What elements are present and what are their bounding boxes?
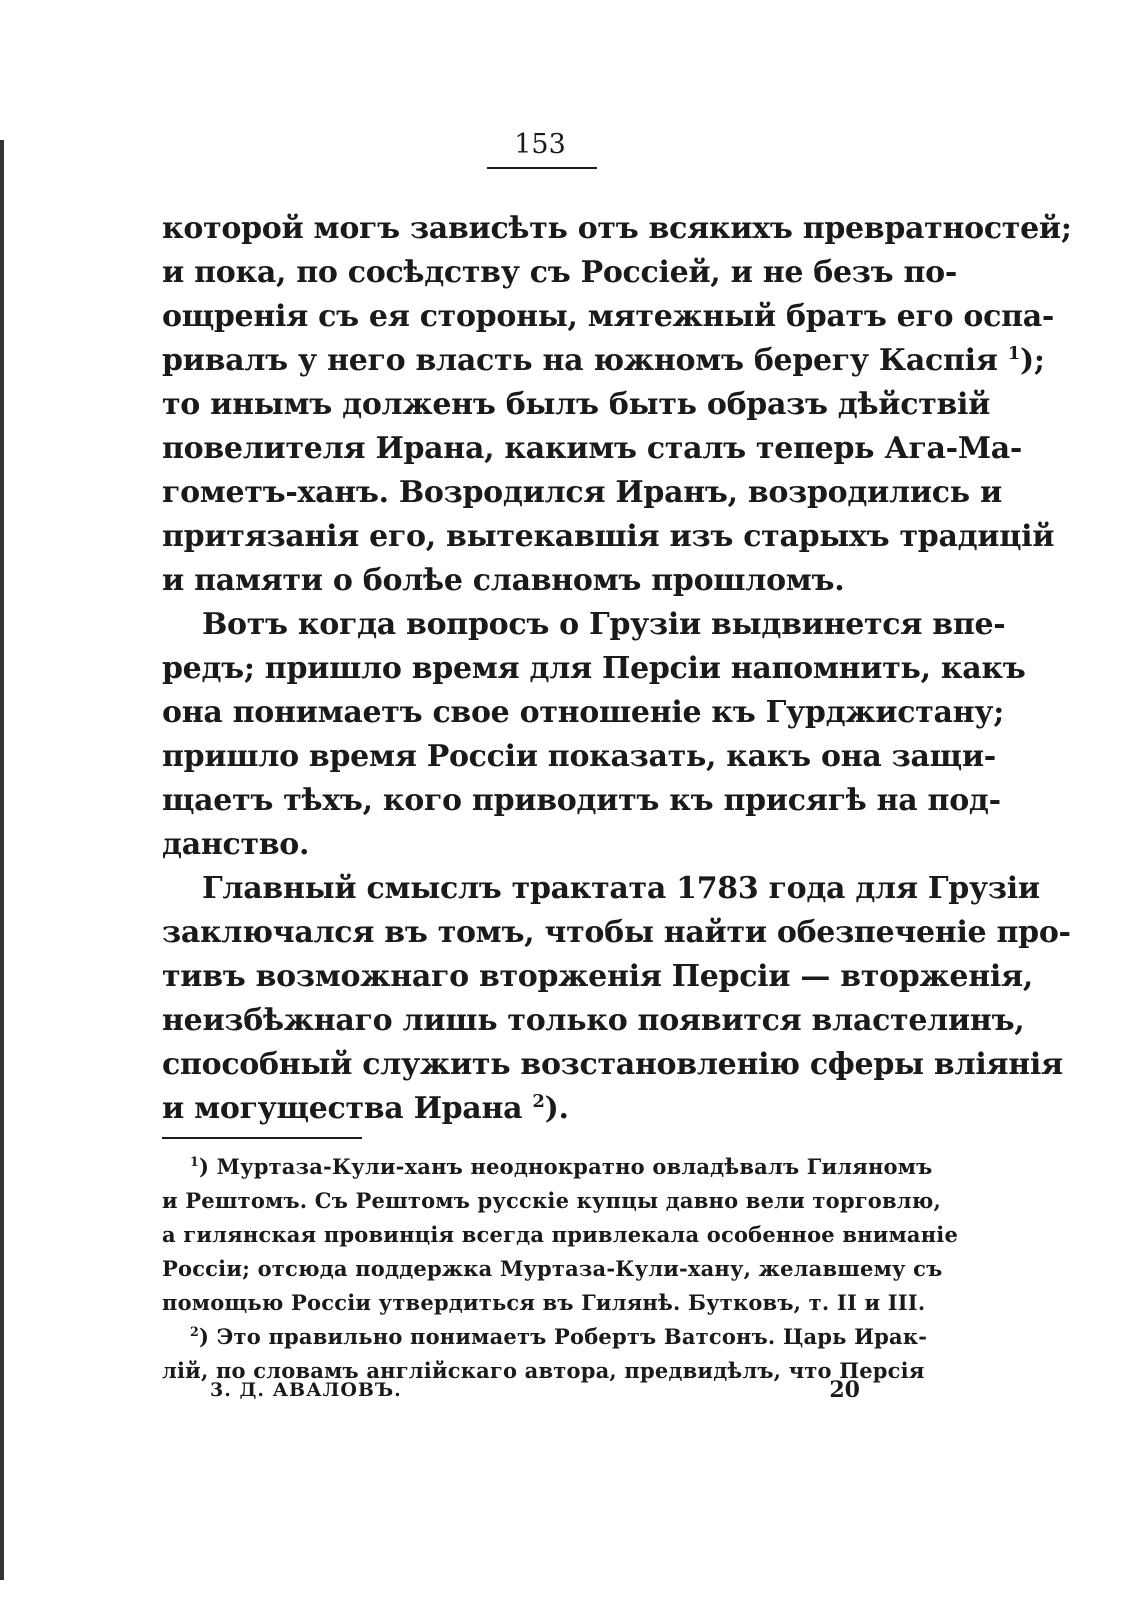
signature-author: 3. Д. АВАЛОВЪ. <box>210 1379 402 1401</box>
body-line-15: данство. <box>162 827 310 862</box>
footnote-1-marker: 1 <box>190 1154 199 1169</box>
footnote-2-line-1-text: Это правильно понимаетъ Робертъ Ватсонъ. Царь Ирак- <box>216 1324 928 1349</box>
body-line-7: гометъ-ханъ. Возродился Иранъ, возродились и <box>162 475 1002 510</box>
footnote-1-marker-close: ) <box>198 1154 210 1179</box>
body-line-8: притязанія его, вытекавшія изъ старыхъ традицій <box>162 519 1055 554</box>
body-line-17: заключался въ томъ, чтобы найти обезпеченіе про- <box>162 915 1071 950</box>
footnote-ref-2-close: ). <box>544 1091 569 1126</box>
body-line-6: повелителя Ирана, какимъ сталъ теперь Ага-Ма- <box>162 431 1023 466</box>
footnote-1-line-2: и Рештомъ. Съ Рештомъ русскіе купцы давно вели торговлю, <box>162 1188 942 1213</box>
body-line-2: и пока, по сосѣдству съ Россіей, и не безъ по- <box>162 255 957 290</box>
scan-edge-mark <box>0 140 4 1580</box>
body-line-19: неизбѣжнаго лишь только появится властелинъ, <box>162 1003 1025 1038</box>
body-line-16: Главный смыслъ трактата 1783 года для Грузіи <box>202 871 1040 906</box>
body-line-13: пришло время Россіи показать, какъ она защи- <box>162 739 996 774</box>
body-line-11: редъ; пришло время для Персіи напомнить, какъ <box>162 651 1026 686</box>
body-line-1: которой могъ зависѣть отъ всякихъ превратностей; <box>162 211 1072 246</box>
body-line-20: способный служить возстановленію сферы вліянія <box>162 1047 1063 1082</box>
body-line-5: то инымъ долженъ былъ быть образъ дѣйствій <box>162 387 991 422</box>
footnote-1-line-3: а гилянская провинція всегда привлекала особенное вниманіе <box>162 1222 959 1247</box>
signature-sheet-number: 20 <box>829 1377 860 1403</box>
body-line-4 <box>162 339 1045 383</box>
body-line-21-text: и могущества Ирана <box>162 1091 523 1126</box>
footnote-ref-2: 2 <box>532 1091 545 1112</box>
body-line-9: и памяти о болѣе славномъ прошломъ. <box>162 563 845 598</box>
footnotes <box>162 1150 959 1388</box>
footnote-2-line-1 <box>162 1320 928 1354</box>
footnote-1-line-5: помощью Россіи утвердиться въ Гилянѣ. Бутковъ, т. II и III. <box>162 1290 926 1315</box>
body-line-10: Вотъ когда вопросъ о Грузіи выдвинется впе- <box>202 607 1006 642</box>
body-line-21 <box>162 1087 914 1131</box>
footnote-1-line-1 <box>162 1150 933 1184</box>
footnote-2-line-2: лій, по словамъ англійскаго автора, предвидѣлъ, что Персія <box>162 1358 925 1383</box>
footnote-rule <box>162 1137 362 1139</box>
body-line-18: тивъ возможнаго вторженія Персіи — вторженія, <box>162 959 1033 994</box>
footnote-2-marker: 2 <box>190 1324 199 1339</box>
footnote-1-line-4: Россіи; отсюда поддержка Муртаза-Кули-хану, желавшему съ <box>162 1256 943 1281</box>
footnote-2-marker-close: ) <box>198 1324 210 1349</box>
body-line-4-text: ривалъ у него власть на южномъ берегу Каспія <box>162 343 998 378</box>
footnote-ref-1-close: ); <box>1020 343 1045 378</box>
page-number: 153 <box>514 129 566 160</box>
page-number-rule <box>487 167 597 169</box>
body-line-3: ощренія съ ея стороны, мятежный братъ его оспа- <box>162 299 1055 334</box>
body-text <box>162 207 1072 1131</box>
body-line-14: щаетъ тѣхъ, кого приводитъ къ присягѣ на под- <box>162 783 1001 818</box>
footnote-1-line-1-text: Муртаза-Кули-ханъ неоднократно овладѣвалъ Гиляномъ <box>216 1154 933 1179</box>
body-line-12: она понимаетъ свое отношеніе къ Гурджистану; <box>162 695 1004 730</box>
footnote-ref-1: 1 <box>1007 343 1021 364</box>
